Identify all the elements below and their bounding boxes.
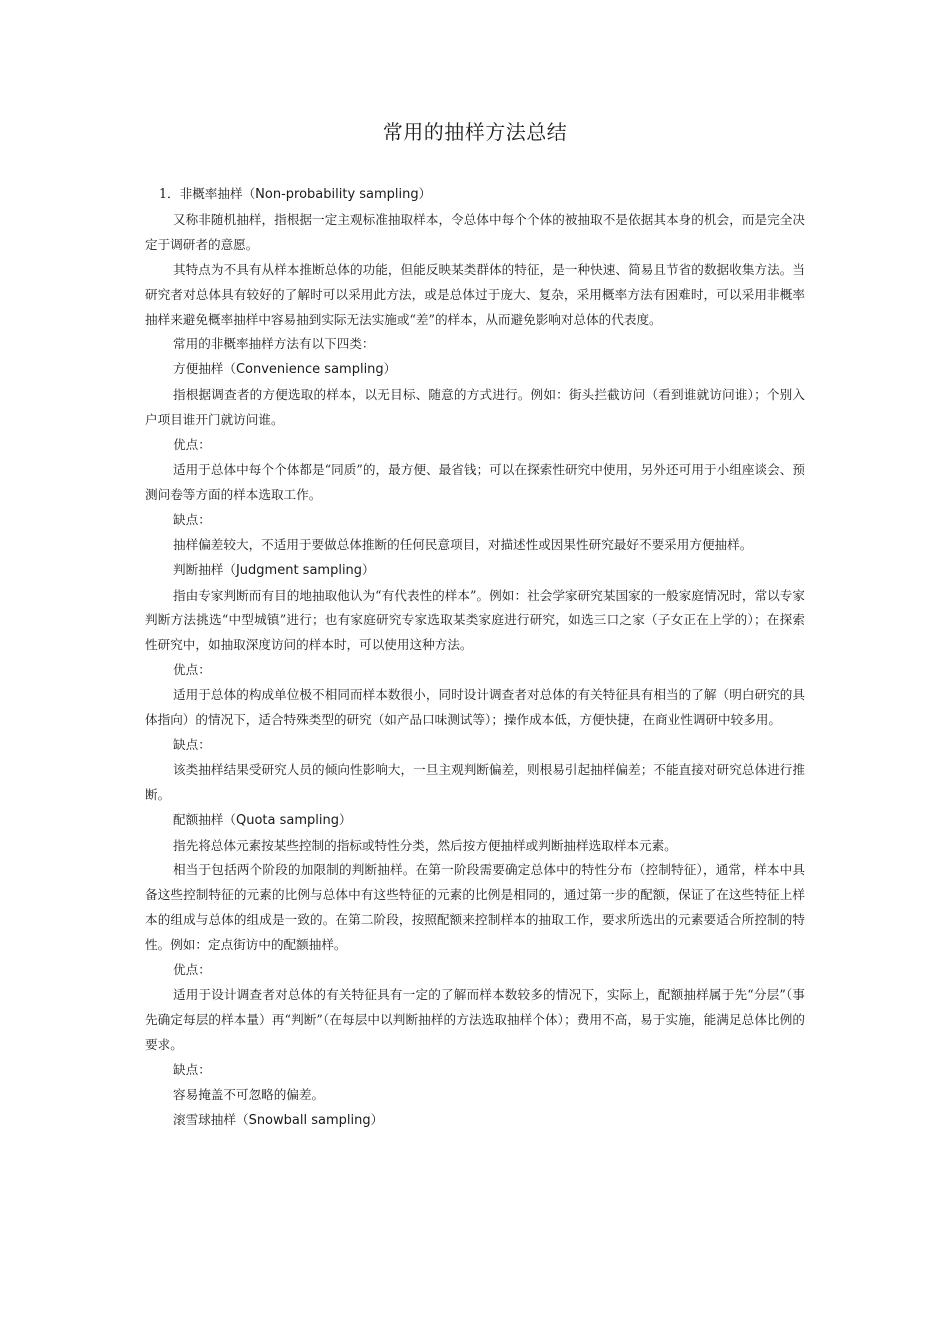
subheading-judgment: [145, 558, 805, 584]
subheading-convenience: [145, 357, 805, 383]
label-pros-quota: 优点：: [173, 962, 211, 978]
subheading-snowball: [145, 1108, 805, 1134]
section-heading-close: ）: [418, 186, 432, 201]
paragraph-cons-judgment: 该类抽样结果受研究人员的倾向性影响大，一旦主观判断偏差，则根易引起抽样偏差；不能直接对研究总体进行推断。: [145, 761, 805, 802]
document-title: 常用的抽样方法总结: [382, 120, 568, 144]
label-pros-judgment: 优点：: [173, 662, 211, 678]
label-cons-quota: 缺点：: [173, 1061, 211, 1077]
paragraph-cons-quota: 容易掩盖不可忽略的偏差。: [173, 1086, 325, 1102]
paragraph-pros-judgment: 适用于总体的构成单位极不相同而样本数很小，同时设计调查者对总体的有关特征具有相当的了解（明白研究的具体指向）的情况下，适合特殊类型的研究（如产品口味测试等）；操作成本低，方便快捷，在商业性调研中较多用。: [145, 687, 805, 728]
document-page: [145, 112, 805, 1133]
label-cons-convenience: 缺点：: [173, 511, 211, 527]
subheading-convenience-close: ）: [383, 361, 397, 377]
subheading-judgment-cn: 判断抽样（: [173, 561, 236, 577]
section-heading-non-probability: [145, 182, 805, 208]
subheading-snowball-close: ）: [370, 1111, 384, 1127]
section-heading-cn: 1．非概率抽样（: [159, 186, 256, 201]
paragraph-pros-quota: 适用于设计调查者对总体的有关特征具有一定的了解而样本数较多的情况下，实际上，配额抽样属于先“分层”（事先确定每层的样本量）再“判断”（在每层中以判断抽样的方法选取抽样个体）；费用不高，易于实施，能满足总体比例的要求。: [145, 987, 805, 1052]
subheading-convenience-cn: 方便抽样（: [173, 361, 236, 377]
label-cons-judgment: 缺点：: [173, 736, 211, 752]
subheading-quota-close: ）: [338, 811, 352, 827]
subheading-judgment-close: ）: [362, 561, 375, 577]
label-pros-convenience: 优点：: [173, 437, 211, 453]
paragraph-judgment-definition: 指由专家判断而有目的地抽取他认为“有代表性的样本”。例如：社会学家研究某国家的一般家庭情况时，常以专家判断方法挑选“中型城镇”进行；也有家庭研究专家选取某类家庭进行研究，如选三口之家（子女正在上学的）；在探索性研究中，如抽取深度访问的样本时，可以使用这种方法。: [145, 587, 805, 653]
paragraph-characteristics: 其特点为不具有从样本推断总体的功能，但能反映某类群体的特征，是一种快速、简易且节省的数据收集方法。当研究者对总体具有较好的了解时可以采用此方法，或是总体过于庞大、复杂，采用概率方法有困难时，可以采用非概率抽样来避免概率抽样中容易抽到实际无法实施或“差”的样本，从而避免影响对总体的代表度。: [145, 261, 805, 327]
paragraph-quota-description: 相当于包括两个阶段的加限制的判断抽样。在第一阶段需要确定总体中的特性分布（控制特征），通常，样本中具备这些控制特征的元素的比例与总体中有这些特征的元素的比例是相同的，通过第一步的配额，保证了在这些特征上样本的组成与总体的组成是一致的。在第二阶段，按照配额来控制样本的抽取工作，要求所选出的元素要适合所控制的特性。例如：定点街访中的配额抽样。: [145, 862, 805, 953]
subheading-judgment-en: Judgment sampling: [235, 562, 363, 578]
paragraph-definition: 又称非随机抽样，指根据一定主观标准抽取样本，令总体中每个个体的被抽取不是依据其本身的机会，而是完全决定于调研者的意愿。: [145, 211, 805, 252]
paragraph-quota-definition: 指先将总体元素按某些控制的指标或特性分类，然后按方便抽样或判断抽样选取样本元素。: [173, 837, 677, 853]
subheading-quota-cn: 配额抽样（: [173, 811, 236, 827]
subheading-snowball-en: Snowball sampling: [248, 1112, 371, 1128]
paragraph-convenience-definition: 指根据调查者的方便选取的样本，以无目标、随意的方式进行。例如：街头拦截访问（看到谁就访问谁）；个别入户项目谁开门就访问谁。: [145, 387, 805, 428]
subheading-snowball-cn: 滚雪球抽样（: [173, 1111, 249, 1127]
paragraph-cons-convenience: 抽样偏差较大，不适用于要做总体推断的任何民意项目，对描述性或因果性研究最好不要采用方便抽样。: [173, 536, 753, 552]
subheading-convenience-en: Convenience sampling: [235, 362, 384, 378]
paragraph-four-types: 常用的非概率抽样方法有以下四类：: [173, 336, 375, 352]
subheading-quota: [145, 808, 805, 834]
paragraph-pros-convenience: 适用于总体中每个个体都是“同质”的，最方便、最省钱；可以在探索性研究中使用，另外还可用于小组座谈会、预测问卷等方面的样本选取工作。: [145, 461, 805, 502]
section-heading-en: Non-probability sampling: [255, 187, 419, 202]
subheading-quota-en: Quota sampling: [235, 812, 339, 828]
